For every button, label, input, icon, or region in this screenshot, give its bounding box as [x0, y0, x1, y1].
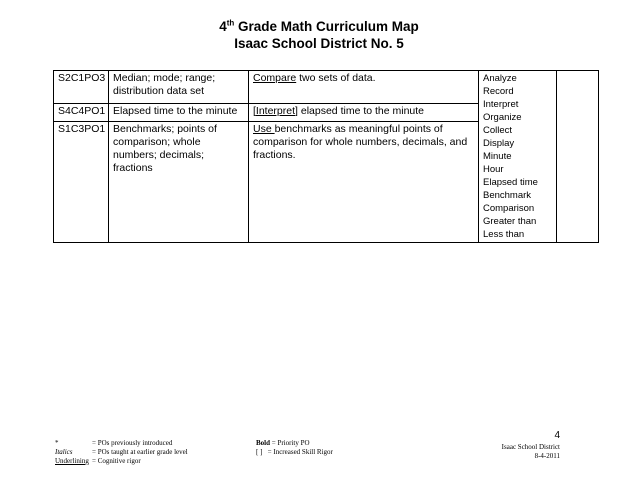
footer-legend — [55, 439, 235, 466]
vocabulary-item: Interpret — [483, 99, 519, 110]
vocabulary-list — [483, 72, 552, 241]
vocabulary-item: Greater than — [483, 216, 537, 227]
vocabulary-item: Display — [483, 138, 515, 149]
priority-row: Bold = Priority PO — [256, 439, 310, 447]
cognitive-verb: [Interpret] — [253, 104, 298, 117]
objective-cell: Use benchmarks as meaningful points of comparison for whole numbers, decimals, and fractions. — [249, 122, 479, 243]
topic-cell: Benchmarks; points of comparison; whole numbers; decimals; fractions — [109, 122, 249, 243]
table-row — [54, 71, 599, 104]
curriculum-table — [53, 70, 599, 243]
vocabulary-cell — [479, 71, 557, 243]
document-title — [0, 18, 638, 52]
po-code: S4C4PO1 — [54, 103, 109, 121]
vocabulary-item: Less than — [483, 229, 525, 240]
rigor-row: [ ] = Increased Skill Rigor — [256, 448, 333, 456]
cognitive-verb: Use — [253, 123, 275, 135]
po-code: S1C3PO1 — [54, 122, 109, 243]
po-code: S2C1PO3 — [54, 71, 109, 104]
footer-page-info — [470, 430, 560, 461]
vocabulary-item: Hour — [483, 164, 504, 175]
legend-row: Italics = POs taught at earlier grade level — [55, 448, 188, 456]
vocabulary-item: Comparison — [483, 203, 535, 214]
subtitle-line: Isaac School District No. 5 — [234, 36, 404, 51]
topic-cell: Median; mode; range; distribution data set — [109, 71, 249, 104]
objective-cell: Compare two sets of data. — [249, 71, 479, 104]
legend-row: Underlining = Cognitive rigor — [55, 457, 141, 465]
vocabulary-item: Record — [483, 86, 514, 97]
vocabulary-item: Minute — [483, 151, 512, 162]
document-date: 8-4-2011 — [534, 452, 560, 460]
blank-cell — [557, 71, 599, 243]
vocabulary-item: Organize — [483, 112, 522, 123]
title-line: 4th Grade Math Curriculum Map — [219, 18, 419, 34]
legend-row: * = POs previously introduced — [55, 439, 173, 447]
page-number: 4 — [554, 430, 560, 441]
footer-priority-key — [256, 439, 416, 457]
vocabulary-item: Analyze — [483, 73, 517, 84]
objective-cell: [Interpret] elapsed time to the minute — [249, 103, 479, 121]
cognitive-verb: Compare — [253, 72, 297, 84]
topic-cell: Elapsed time to the minute — [109, 103, 249, 121]
vocabulary-item: Collect — [483, 125, 513, 136]
vocabulary-item: Benchmark — [483, 190, 532, 201]
district-name: Isaac School District — [501, 443, 560, 451]
vocabulary-item: Elapsed time — [483, 177, 538, 188]
